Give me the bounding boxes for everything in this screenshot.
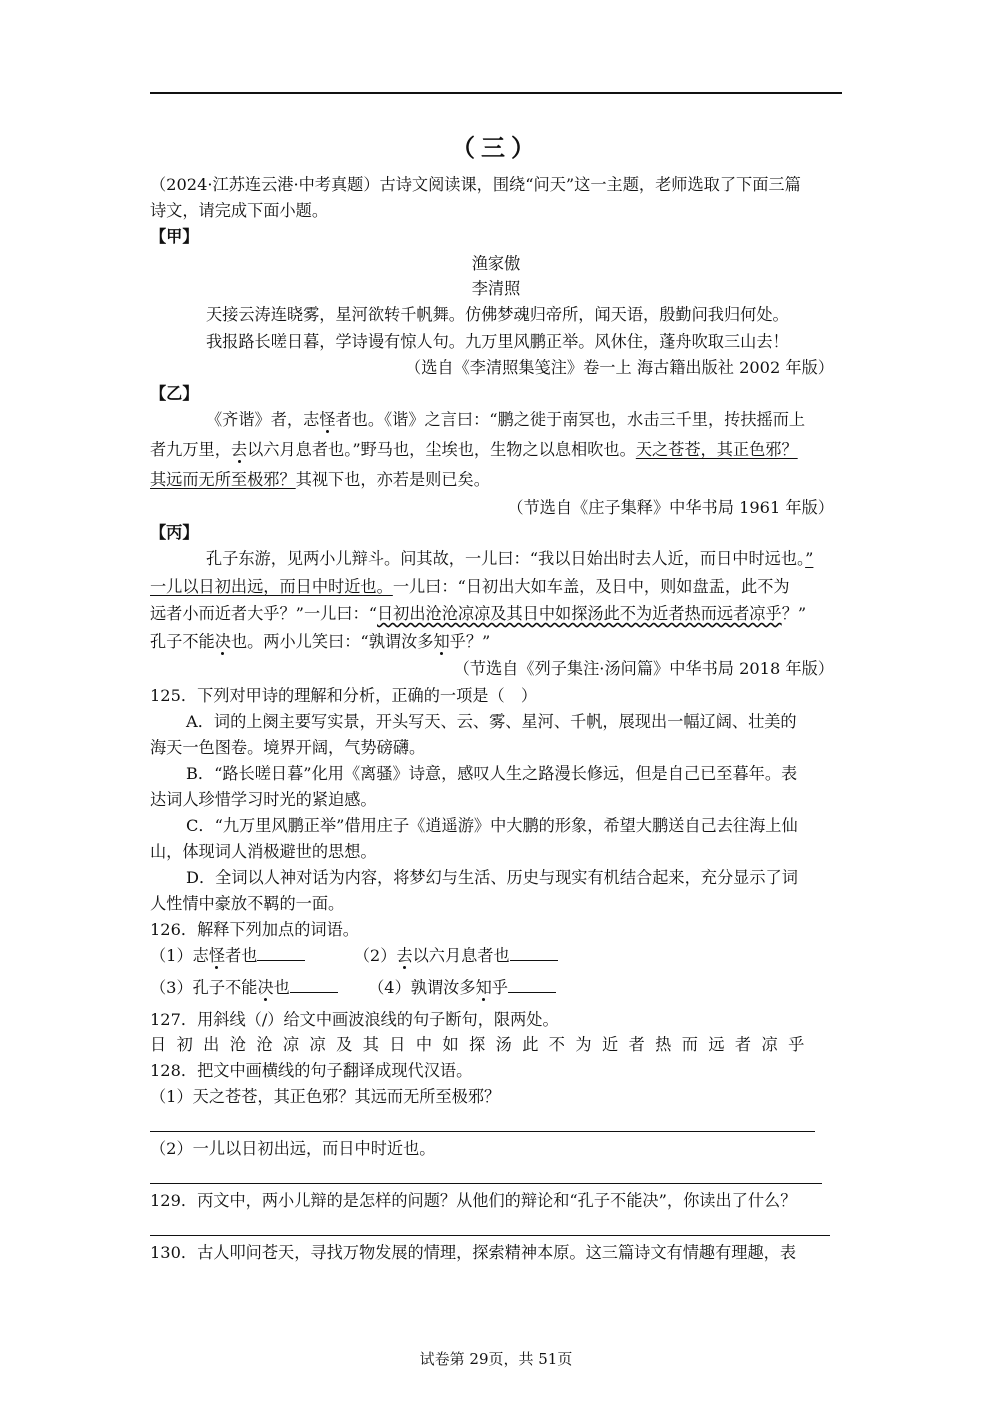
yi-line-2: 者九万里，去以六月息者也。”野马也，尘埃也，生物之以息相吹也。天之苍苍，其正色邪？ — [150, 440, 798, 459]
q125-option-a: A．词的上阕主要写实景，开头写天、云、雾、星河、千帆，展现出一幅辽阔、壮美的 — [186, 712, 797, 731]
answer-line[interactable] — [150, 1131, 815, 1132]
passage-yi-label: 【乙】 — [150, 384, 199, 403]
q126-row-2: （3）孔子不能决也 （4）孰谓汝多知乎 — [150, 977, 556, 999]
q125-option-a-cont: 海天一色图卷。境界开阔，气势磅礴。 — [150, 738, 426, 757]
poem-line-2: 我报路长嗟日暮，学诗谩有惊人句。九万里风鹏正举。风休住，蓬舟吹取三山去！ — [206, 332, 789, 351]
bing-source: （节选自《列子集注·汤问篇》中华书局 2018 年版） — [453, 659, 834, 678]
q127-stem: 127．用斜线（/）给文中画波浪线的句子断句，限两处。 — [150, 1010, 559, 1029]
dotted-char: 去 — [396, 946, 413, 965]
yi-line-3: 其远而无所至极邪？其视下也，亦若是则已矣。 — [150, 470, 490, 489]
dotted-char: 知 — [475, 978, 492, 997]
wavy-sentence: 日初出沧沧凉凉及其日中如探汤此不为近者热而远者凉乎 — [377, 604, 782, 623]
page-footer: 试卷第 29页，共 51页 — [419, 1350, 573, 1368]
q128-sentence-1: （1）天之苍苍，其正色邪？其远而无所至极邪？ — [150, 1087, 501, 1106]
header-rule — [150, 92, 842, 94]
q125-option-c: C．“九万里风鹏正举”借用庄子《逍遥游》中大鹏的形象，希望大鹏送自己去往海上仙 — [186, 816, 798, 835]
dotted-char: 决 — [214, 632, 231, 651]
bing-line-3: 远者小而近者大乎？”一儿曰：“日初出沧沧凉凉及其日中如探汤此不为近者热而远者凉乎？” — [150, 604, 807, 623]
q129-stem: 129．丙文中，两小儿辩的是怎样的问题？从他们的辩论和“孔子不能决”，你读出了什么？ — [150, 1191, 797, 1210]
q128-sentence-2: （2）一儿以日初出远，而日中时近也。 — [150, 1139, 436, 1158]
dotted-char: 去 — [230, 440, 248, 459]
q130-stem: 130．古人叩问苍天，寻找万物发展的情理，探索精神本原。这三篇诗文有情趣有理趣，表 — [150, 1243, 797, 1262]
passage-bing-label: 【丙】 — [150, 523, 199, 542]
q125-option-c-cont: 山，体现词人消极避世的思想。 — [150, 842, 377, 861]
answer-line[interactable] — [150, 1183, 822, 1184]
dotted-char: 怪 — [319, 410, 336, 429]
q125-option-d-cont: 人性情中豪放不羁的一面。 — [150, 894, 345, 913]
poem-author: 李清照 — [471, 279, 521, 298]
answer-blank[interactable] — [290, 978, 338, 993]
poem-title: 渔家傲 — [471, 254, 521, 273]
underlined-sentence: 天之苍苍，其正色邪？ — [635, 440, 798, 459]
q125-option-b-cont: 达词人珍惜学习时光的紧迫感。 — [150, 790, 377, 809]
passage-jia-label: 【甲】 — [150, 227, 199, 246]
answer-line[interactable] — [150, 1235, 830, 1236]
intro-line-2: 诗文，请完成下面小题。 — [150, 201, 329, 220]
q125-option-d: D．全词以人神对话为内容，将梦幻与生活、历史与现实有机结合起来，充分显示了词 — [186, 868, 798, 887]
intro-line-1: （2024·江苏连云港·中考真题）古诗文阅读课，围绕“问天”这一主题，老师选取了下面三篇 — [150, 175, 801, 194]
dotted-char: 决 — [257, 978, 274, 997]
q126-stem: 126．解释下列加点的词语。 — [150, 920, 359, 939]
dotted-char: 怪 — [208, 946, 226, 965]
answer-blank[interactable] — [510, 946, 558, 961]
bing-line-1: 孔子东游，见两小儿辩斗。问其故，一儿曰：“我以日始出时去人近，而日中时远也。” — [206, 549, 814, 568]
q128-stem: 128．把文中画横线的句子翻译成现代汉语。 — [150, 1061, 473, 1080]
underlined-sentence: 一儿以日初出远，而日中时近也。 — [150, 577, 393, 596]
answer-blank[interactable] — [508, 978, 556, 993]
q127-sentence: 日初出沧沧凉凉及其日中如探汤此不为近者热而远者凉乎 — [150, 1035, 815, 1054]
q126-row-1: （1）志怪者也 （2）去以六月息者也 — [150, 945, 558, 967]
q125-option-b: B．“路长嗟日暮”化用《离骚》诗意，感叹人生之路漫长修远，但是自己已至暮年。表 — [186, 764, 798, 783]
underlined-sentence: 其远而无所至极邪？ — [150, 470, 296, 489]
answer-blank[interactable] — [257, 946, 305, 961]
poem-source: （选自《李清照集笺注》卷一上 海古籍出版社 2002 年版） — [405, 358, 834, 377]
dotted-char: 知 — [433, 632, 450, 651]
bing-line-2: 一儿以日初出远，而日中时近也。一儿曰：“日初出大如车盖，及日中，则如盘盂，此不为 — [150, 577, 790, 596]
bing-line-4: 孔子不能决也。两小儿笑曰：“孰谓汝多知乎？” — [150, 632, 491, 651]
q125-stem: 125．下列对甲诗的理解和分析，正确的一项是（ ） — [150, 686, 538, 705]
section-title: （三） — [451, 133, 541, 162]
yi-line-1: 《齐谐》者，志怪者也。《谐》之言曰：“鹏之徙于南冥也，水击三千里，抟扶摇而上 — [206, 410, 806, 429]
poem-line-1: 天接云涛连晓雾，星河欲转千帆舞。仿佛梦魂归帝所，闻天语，殷勤问我归何处。 — [206, 305, 789, 324]
yi-source: （节选自《庄子集释》中华书局 1961 年版） — [507, 498, 834, 517]
